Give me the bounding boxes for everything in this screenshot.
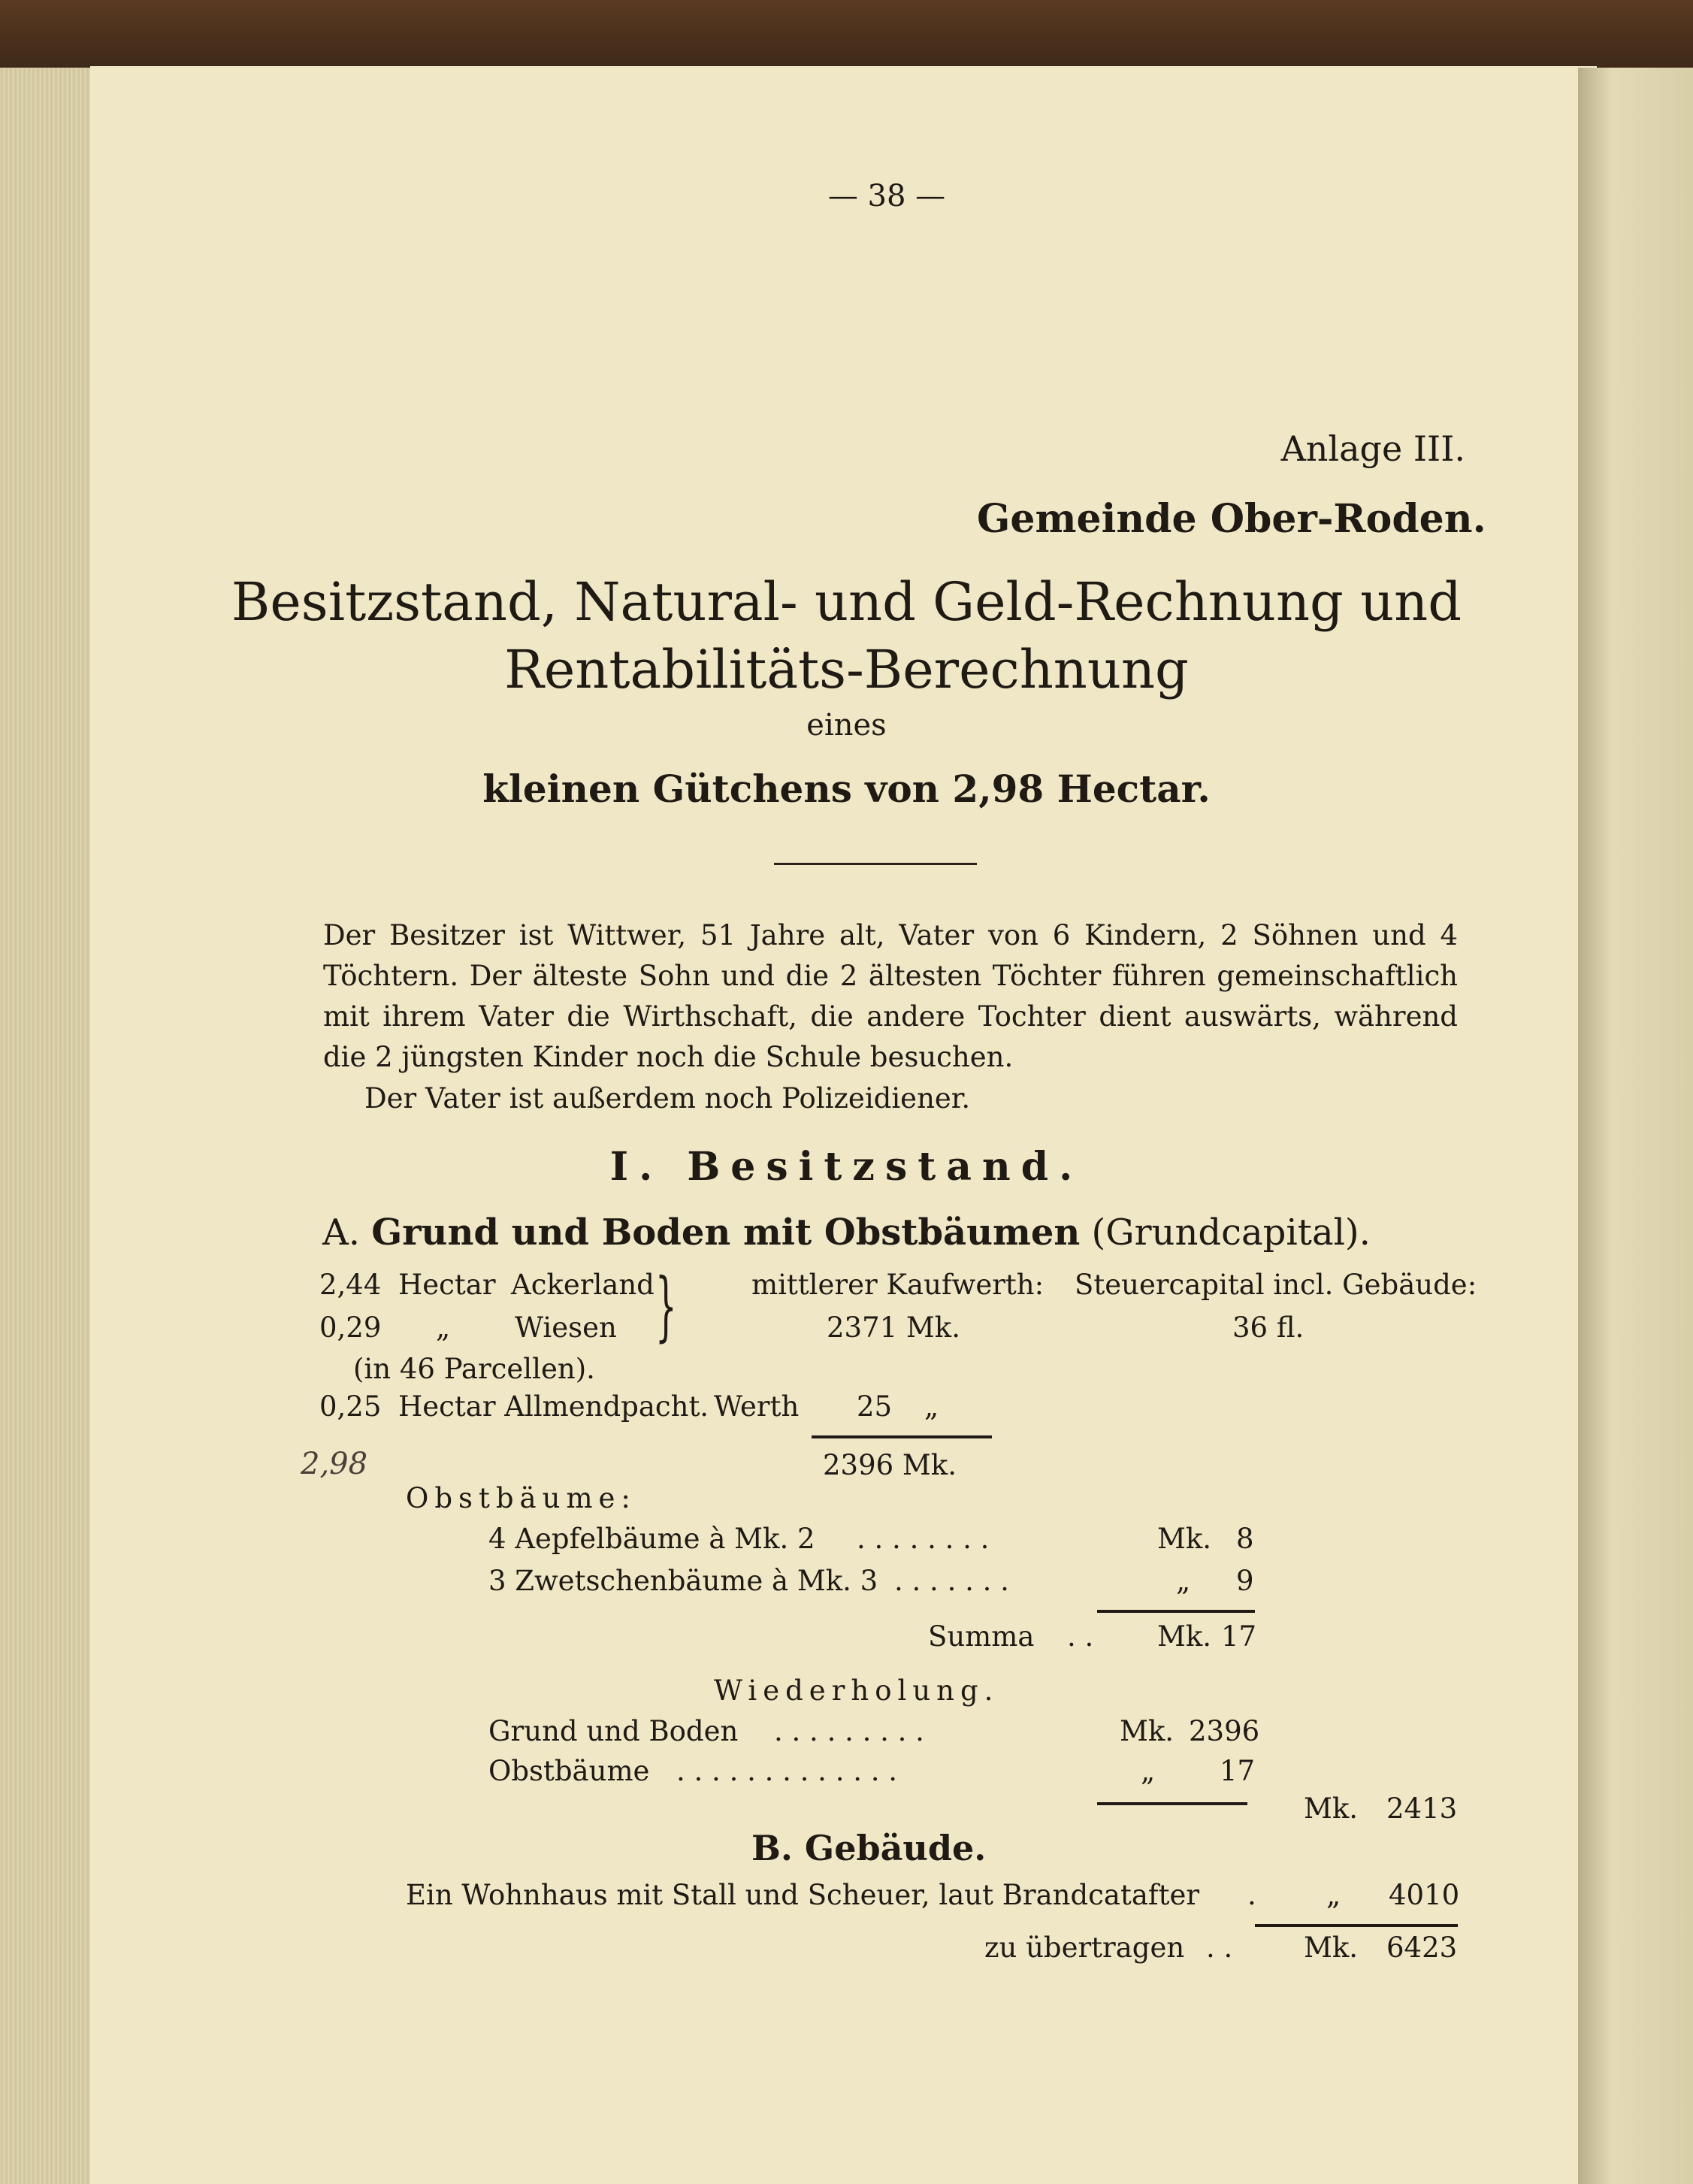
section-a-bold: Grund und Boden mit Obstbäumen bbox=[371, 1211, 1081, 1254]
land-total: 2396 Mk. bbox=[823, 1449, 957, 1481]
trees-sum-unit: Mk. bbox=[1157, 1620, 1212, 1653]
land-row1-kind: Ackerland bbox=[511, 1269, 655, 1301]
book-top-edge bbox=[0, 0, 1693, 71]
trees-heading: Obstbäume: bbox=[406, 1482, 636, 1514]
building-dots: . bbox=[1247, 1879, 1256, 1911]
description-paragraph-2: Der Vater ist außerdem noch Polizeidiener. bbox=[364, 1082, 971, 1115]
section-a-heading bbox=[225, 1211, 1468, 1254]
carry-value: 6423 bbox=[1386, 1931, 1458, 1964]
subtitle: kleinen Gütchens von 2,98 Hectar. bbox=[482, 767, 1211, 811]
trees-row1-unit: Mk. bbox=[1157, 1523, 1212, 1555]
repeat-row1-dots: . . . . . . . . . bbox=[774, 1715, 924, 1747]
repeat-row1-text: Grund und Boden bbox=[488, 1715, 739, 1747]
land-row3-value: 25 bbox=[857, 1390, 893, 1423]
divider bbox=[774, 863, 977, 865]
repeat-row1-unit: Mk. bbox=[1120, 1715, 1175, 1747]
carry-sum-line bbox=[1255, 1924, 1458, 1927]
building-value: 4010 bbox=[1389, 1879, 1460, 1911]
land-header-value: mittlerer Kaufwerth: bbox=[751, 1269, 1045, 1301]
repeat-total-unit: Mk. bbox=[1304, 1792, 1359, 1825]
land-row3-text: Hectar Allmendpacht. bbox=[398, 1390, 709, 1423]
carry-unit: Mk. bbox=[1304, 1931, 1359, 1964]
page-number: — 38 — bbox=[827, 179, 946, 213]
trees-row2-value: 9 bbox=[1236, 1565, 1254, 1597]
section-b-heading: B. Gebäude. bbox=[751, 1828, 987, 1868]
repeat-row2-dots: . . . . . . . . . . . . . bbox=[676, 1755, 898, 1787]
land-value: 2371 Mk. bbox=[827, 1311, 960, 1344]
building-text: Ein Wohnhaus mit Stall und Scheuer, laut Brandcatafter bbox=[406, 1879, 1200, 1911]
title-line-1: Besitzstand, Natural- und Geld-Rechnung und bbox=[231, 571, 1462, 633]
repeat-row2-text: Obstbäume bbox=[488, 1755, 650, 1787]
land-row3-label: Werth bbox=[714, 1390, 800, 1423]
carry-label: zu übertragen bbox=[984, 1931, 1185, 1964]
book-right-edge bbox=[1578, 68, 1693, 2184]
land-row3-amount: 0,25 bbox=[319, 1390, 382, 1423]
trees-row2-text: 3 Zwetschenbäume à Mk. 3 bbox=[488, 1565, 878, 1597]
land-row1-amount: 2,44 bbox=[319, 1269, 382, 1301]
trees-sum-label: Summa bbox=[928, 1620, 1035, 1653]
building-unit: „ bbox=[1326, 1879, 1341, 1911]
repeat-row2-unit: „ bbox=[1141, 1755, 1156, 1787]
trees-sum-dots: . . bbox=[1067, 1620, 1094, 1653]
title-connector: eines bbox=[806, 708, 887, 743]
land-header-tax: Steuercapital incl. Gebäude: bbox=[1075, 1269, 1477, 1301]
land-sum-line bbox=[812, 1435, 992, 1438]
title-line-2: Rentabilitäts-Berechnung bbox=[504, 639, 1189, 700]
land-row1-unit: Hectar bbox=[398, 1269, 496, 1301]
section-a-prefix: A. bbox=[322, 1211, 360, 1254]
trees-sum-line bbox=[1097, 1610, 1255, 1613]
land-row2-kind: Wiesen bbox=[515, 1311, 617, 1344]
trees-sum-value: 17 bbox=[1221, 1620, 1257, 1653]
land-tax: 36 fl. bbox=[1232, 1311, 1305, 1344]
repeat-sum-line bbox=[1097, 1802, 1247, 1805]
handwritten-note: 2,98 bbox=[301, 1447, 368, 1481]
trees-row1-value: 8 bbox=[1236, 1523, 1254, 1555]
trees-row1-text: 4 Aepfelbäume à Mk. 2 bbox=[488, 1523, 815, 1555]
section-1-heading: I. Besitzstand. bbox=[609, 1144, 1084, 1190]
repeat-total-value: 2413 bbox=[1386, 1792, 1458, 1825]
land-row2-amount: 0,29 bbox=[319, 1311, 382, 1344]
land-row3-ditto: „ bbox=[924, 1390, 939, 1423]
brace: } bbox=[655, 1262, 677, 1350]
description-paragraph: Der Besitzer ist Wittwer, 51 Jahre alt, Vater von 6 Kindern, 2 Söhnen und 4 Töchtern. Der älteste Sohn und die 2 ältesten Töchter führen gemeinschaftlich mit ihrem Vater die Wirthschaft, die andere Tochter dient auswärts, während die 2 jüngsten Kinder noch die Schule besuchen. bbox=[323, 919, 1458, 1073]
land-row2-unit: „ bbox=[436, 1311, 451, 1344]
section-a-suffix: (Grundcapital). bbox=[1091, 1211, 1371, 1254]
appendix-label: Anlage III. bbox=[1280, 428, 1465, 469]
trees-row2-dots: . . . . . . . bbox=[894, 1565, 1009, 1597]
trees-row2-unit: „ bbox=[1176, 1565, 1191, 1597]
municipality-heading: Gemeinde Ober-Roden. bbox=[977, 496, 1486, 542]
carry-dots: . . bbox=[1206, 1931, 1233, 1964]
land-parcels: (in 46 Parcellen). bbox=[353, 1353, 595, 1385]
trees-row1-dots: . . . . . . . . bbox=[857, 1523, 990, 1555]
repeat-heading: Wiederholung. bbox=[714, 1674, 999, 1707]
repeat-row2-value: 17 bbox=[1220, 1755, 1256, 1787]
repeat-row1-value: 2396 bbox=[1189, 1715, 1260, 1747]
